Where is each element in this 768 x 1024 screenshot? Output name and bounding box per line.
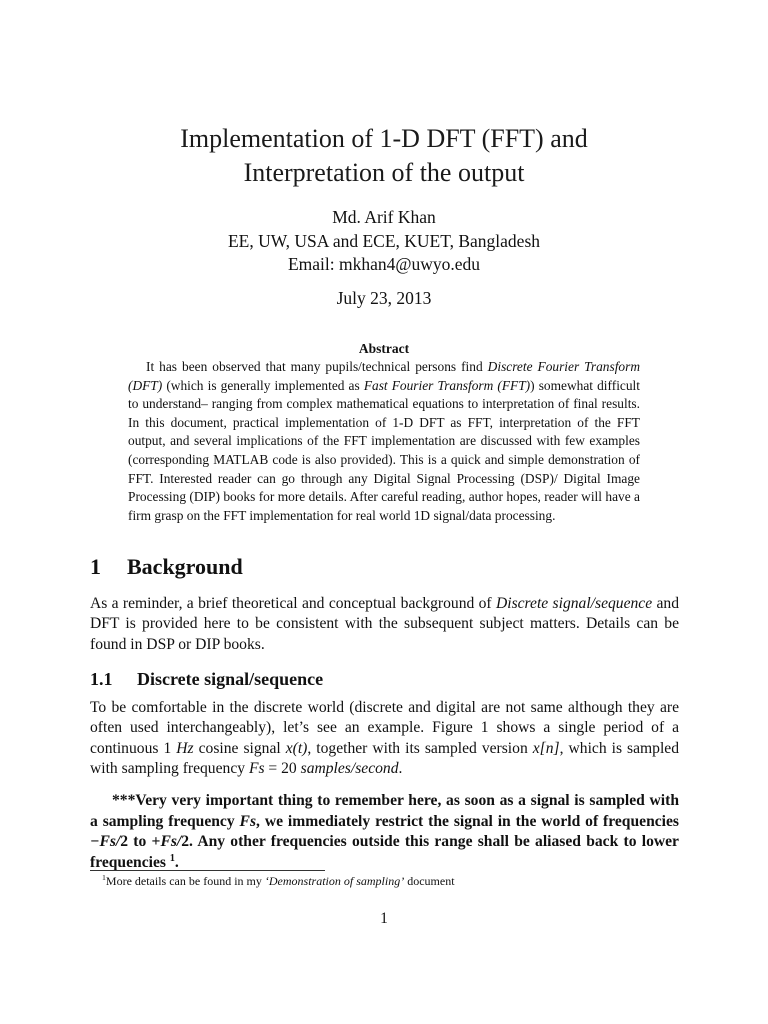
section-heading bbox=[90, 554, 243, 580]
paragraph-text: , which is sampled with sampling frequency bbox=[90, 739, 680, 778]
footnote-reference[interactable]: 1 bbox=[169, 852, 175, 864]
note-text: 2 to + bbox=[120, 833, 161, 851]
paragraph-text: , together with its sampled version bbox=[307, 739, 533, 757]
math-pos-fs: Fs/ bbox=[160, 833, 182, 851]
paragraph-text: To be comfortable in the discrete world (discrete and digital are not same although they are often used interchangeably), let’s see an example. Figure 1 shows a single period of a continuous 1 bbox=[90, 699, 679, 757]
note-text: 2. Any other frequencies outside this range shall be aliased back to lower frequencies bbox=[90, 833, 679, 871]
footnote-text: document bbox=[404, 874, 455, 888]
author-affiliation: EE, UW, USA and ECE, KUET, Bangladesh bbox=[227, 230, 541, 251]
footnote-divider bbox=[90, 870, 325, 871]
math-fs: Fs bbox=[239, 812, 257, 830]
paragraph-text: and DFT is provided here to be consistent with the subsequent subject matters. Details can be found in DSP or DIP books. bbox=[90, 595, 680, 653]
math-hz: Hz bbox=[176, 739, 194, 757]
math-fs: Fs bbox=[248, 760, 265, 778]
author-email: Email: mkhan4@uwyo.edu bbox=[287, 254, 481, 274]
abstract-italic-dft: Discrete Fourier Transform (DFT) bbox=[128, 359, 640, 393]
section-title: Background bbox=[127, 554, 243, 579]
important-note bbox=[90, 791, 679, 873]
footnote bbox=[102, 874, 455, 889]
paragraph-text: = 20 bbox=[264, 760, 301, 778]
subsection-title: Discrete signal/sequence bbox=[137, 669, 324, 689]
author-name: Md. Arif Khan bbox=[332, 207, 436, 227]
paper-title bbox=[0, 122, 768, 190]
subsection-number: 1.1 bbox=[90, 669, 113, 689]
paragraph-text: . bbox=[398, 760, 403, 778]
abstract-text: It has been observed that many pupils/technical persons find bbox=[146, 359, 488, 374]
page-number: 1 bbox=[380, 910, 388, 927]
paragraph-text: cosine signal bbox=[193, 739, 286, 757]
paragraph-text: As a reminder, a brief theoretical and conceptual background of bbox=[90, 595, 496, 612]
math-x-n: x[n] bbox=[532, 739, 560, 757]
title-line-2: Interpretation of the output bbox=[243, 158, 525, 187]
note-text: , we immediately restrict the signal in the world of frequencies bbox=[256, 812, 679, 830]
note-text: . bbox=[174, 853, 179, 871]
background-paragraph bbox=[90, 594, 679, 655]
footnote-mark: 1 bbox=[102, 873, 106, 882]
abstract-body bbox=[128, 358, 640, 525]
discrete-signal-paragraph bbox=[90, 698, 679, 780]
section-number: 1 bbox=[90, 554, 101, 579]
author-block bbox=[0, 206, 768, 277]
paragraph-italic: Discrete signal/sequence bbox=[495, 595, 653, 612]
math-samples-per-second: samples/second bbox=[300, 760, 399, 778]
math-neg-fs: −Fs/ bbox=[90, 833, 121, 851]
title-line-1: Implementation of 1-D DFT (FFT) and bbox=[180, 124, 588, 153]
math-x-t: x(t) bbox=[285, 739, 308, 757]
paper-date: July 23, 2013 bbox=[336, 288, 432, 308]
footnote-text: More details can be found in my bbox=[105, 874, 265, 888]
abstract-text: (which is generally implemented as bbox=[162, 377, 364, 393]
subsection-heading bbox=[90, 669, 323, 690]
abstract-text: ) somewhat difficult to understand– ranging from complex mathematical equations to interpretation of final results. In this document, practical implementation of 1-D DFT as FFT, interpretation of the FFT output, and several implications of the FFT implementation are discussed with few examples (corresponding MATLAB code is also provided). This is a quick and simple demonstration of FFT. Interested reader can go through any Digital Signal Processing (DSP)/ Digital Image Processing (DIP) books for more details. After careful reading, author hopes, reader will have a firm grasp on the FFT implementation for real world 1D signal/data processing. bbox=[128, 377, 640, 523]
footnote-italic: ‘Demonstration of sampling’ bbox=[264, 874, 405, 888]
abstract-heading: Abstract bbox=[358, 341, 410, 356]
abstract-italic-fft: Fast Fourier Transform (FFT) bbox=[363, 377, 531, 393]
note-text: ***Very very important thing to remember here, as soon as a signal is sampled with a sampling frequency bbox=[90, 792, 679, 830]
